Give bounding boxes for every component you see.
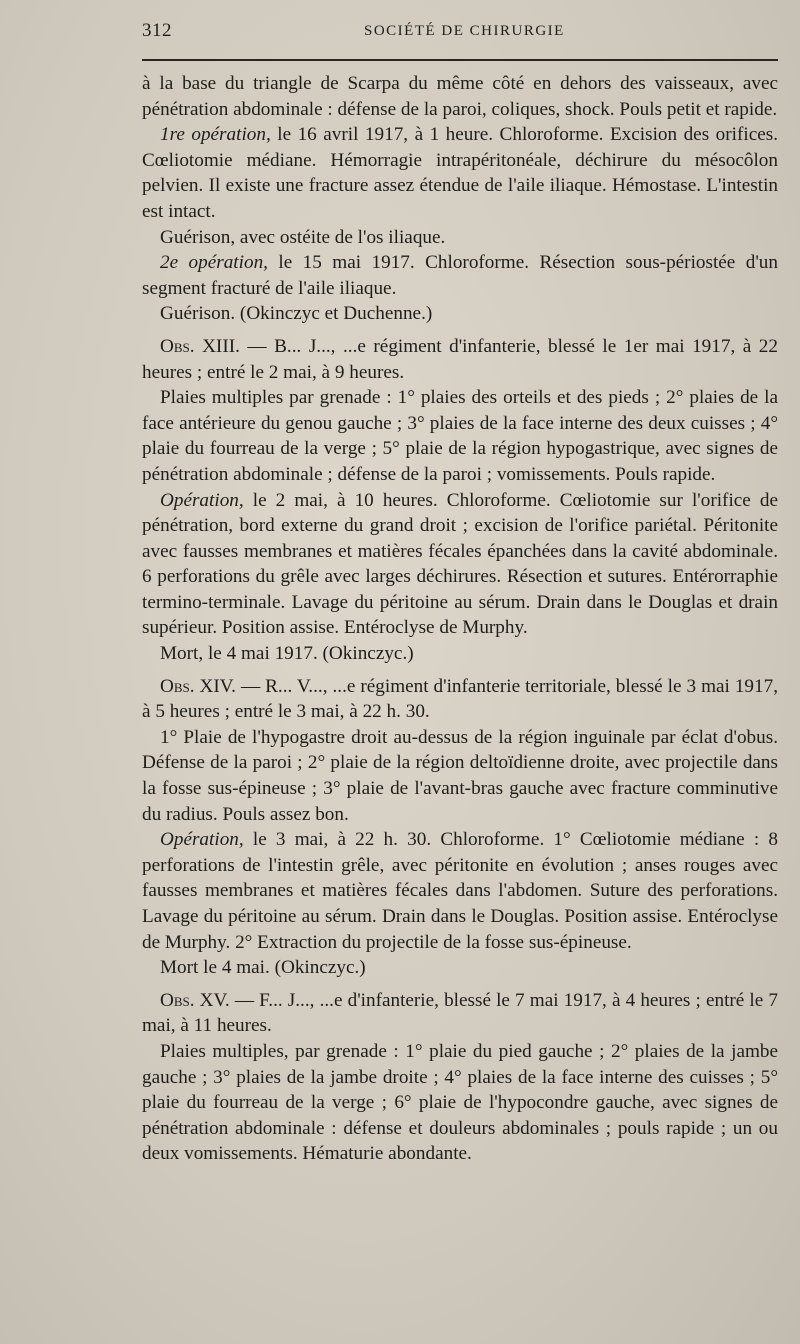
page-header bbox=[142, 20, 772, 44]
obs-xiii-outcome: Mort, le 4 mai 1917. (Okinczyc.) bbox=[160, 643, 414, 665]
paragraph-continuation: à la base du triangle de Scarpa du même côté en dehors des vaisseaux, avec pénétration abdominale : défense de la paroi, coliques, shock. Pouls petit et rapide. bbox=[142, 73, 778, 120]
header-rule bbox=[142, 59, 778, 61]
paragraph-second-operation: 2e opération, le 15 mai 1917. Chloroforme. Résection sous-périostée d'un segment fracturé de l'aile iliaque. bbox=[142, 252, 778, 299]
page-number: 312 bbox=[142, 20, 172, 41]
obs-xiii-wounds: Plaies multiples par grenade : 1° plaies des orteils et des pieds ; 2° plaies de la face antérieure du genou gauche ; 3° plaies de la face interne des deux cuisses ; 4° plaie du fourreau de la verge ; 5° plaie de la région hypogastrique, avec signes de pénétration abdominale ; défense de la paroi ; vomissements. Pouls rapide. bbox=[142, 387, 778, 485]
running-title: SOCIÉTÉ DE CHIRURGIE bbox=[364, 23, 565, 39]
obs-xiii-operation: Opération, le 2 mai, à 10 heures. Chloroforme. Cœliotomie sur l'orifice de pénétration, bord externe du grand droit ; excision de l'orifice pariétal. Péritonite avec fausses membranes et matières fécales épanchées dans la cavité abdominale. 6 perforations du grêle avec larges déchirures. Résection et sutures. Entérorraphie termino-terminale. Lavage du péritoine au sérum. Drain dans le Douglas et drain supérieur. Position assise. Entéroclyse de Murphy. bbox=[142, 489, 778, 639]
body-text bbox=[142, 71, 778, 1167]
obs-xiii-heading: Obs. XIII. — B... J..., ...e régiment d'infanterie, blessé le 1er mai 1917, à 22 heures ; entré le 2 mai, à 9 heures. bbox=[142, 335, 778, 383]
obs-xv-wounds: Plaies multiples, par grenade : 1° plaie du pied gauche ; 2° plaies de la jambe gauche ; 3° plaies de la jambe droite ; 4° plaies de la face interne des cuisses ; 5° plaie du fourreau de la verge ; 6° plaie de l'hypocondre gauche, avec signes de pénétration abdominale : défense et douleurs abdominales ; pouls rapide ; un ou deux vomissements. Hématurie abondante. bbox=[142, 1040, 778, 1165]
obs-xiv-heading: Obs. XIV. — R... V..., ...e régiment d'infanterie territoriale, blessé le 3 mai 1917, à 5 heures ; entré le 3 mai, à 22 h. 30. bbox=[142, 675, 778, 723]
obs-xiv-wounds: 1° Plaie de l'hypogastre droit au-dessus de la région inguinale par éclat d'obus. Défense de la paroi ; 2° plaie de la région deltoïdienne droite, avec projectile dans la fosse sus-épineuse ; 3° plaie de l'avant-bras gauche avec fracture comminutive du radius. Pouls assez bon. bbox=[142, 726, 778, 825]
obs-xv-heading: Obs. XV. — F... J..., ...e d'infanterie, blessé le 7 mai 1917, à 4 heures ; entré le 7 mai, à 11 heures. bbox=[142, 989, 778, 1037]
paragraph-first-operation: 1re opération, le 16 avril 1917, à 1 heure. Chloroforme. Excision des orifices. Cœliotomie médiane. Hémorragie intrapéritonéale, déchirure du mésocôlon pelvien. Il existe une fracture assez étendue de l'aile iliaque. Hémostase. L'intestin est intact. bbox=[142, 124, 778, 222]
obs-xiv-operation: Opération, le 3 mai, à 22 h. 30. Chloroforme. 1° Cœliotomie médiane : 8 perforations de l'intestin grêle, avec péritonite en évolution ; anses rouges avec fausses membranes et matières fécales dans l'abdomen. Suture des perforations. Lavage du péritoine au sérum. Drain dans le Douglas. Position assise. Entéroclyse de Murphy. 2° Extraction du projectile de la fosse sus-épineuse. bbox=[142, 829, 778, 953]
obs-xiv-outcome: Mort le 4 mai. (Okinczyc.) bbox=[160, 957, 366, 979]
paragraph-outcome: Guérison. (Okinczyc et Duchenne.) bbox=[160, 303, 433, 325]
paragraph-healing: Guérison, avec ostéite de l'os iliaque. bbox=[160, 226, 446, 248]
